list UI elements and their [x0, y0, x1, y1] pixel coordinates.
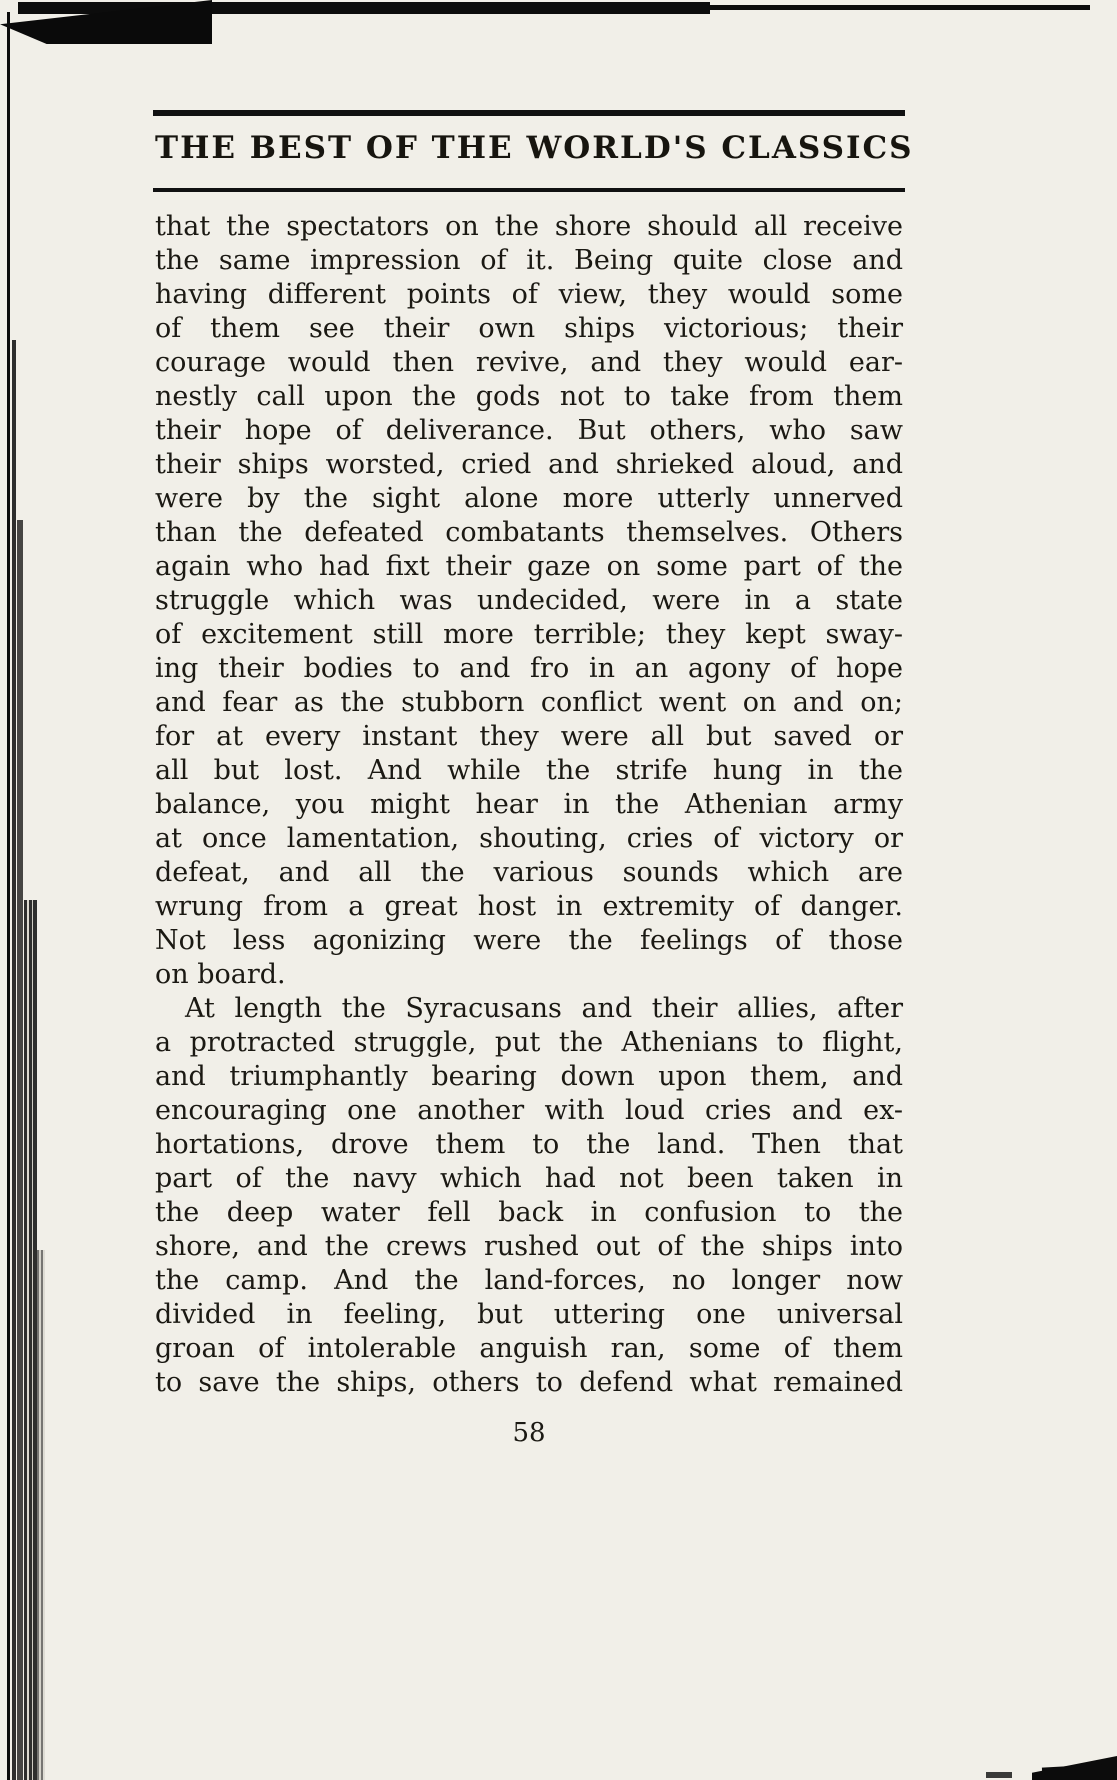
text-line: encouraging one another with loud cries and ex-	[155, 1095, 903, 1126]
text-line: the same impression of it. Being quite close and	[155, 245, 903, 276]
text-line: of them see their own ships victorious; their	[155, 313, 903, 344]
scan-artifact-left-streak	[12, 340, 16, 1780]
text-line: their ships worsted, cried and shrieked aloud, and	[155, 449, 903, 480]
scan-artifact-bottom-speck	[986, 1772, 1012, 1778]
header-rule-bottom	[153, 188, 905, 192]
text-line: all but lost. And while the strife hung in the	[155, 755, 903, 786]
text-line: part of the navy which had not been taken in	[155, 1163, 903, 1194]
text-line: Not less agonizing were the feelings of those	[155, 925, 903, 956]
text-line: of excitement still more terrible; they kept sway-	[155, 619, 903, 650]
text-line: and fear as the stubborn conflict went on and on;	[155, 687, 903, 718]
scan-artifact-top-line	[700, 5, 1090, 10]
body-text	[155, 210, 903, 1400]
paragraph	[155, 210, 903, 992]
text-line: the deep water fell back in confusion to the	[155, 1197, 903, 1228]
text-line: at once lamentation, shouting, cries of victory or	[155, 823, 903, 854]
text-line: nestly call upon the gods not to take from them	[155, 381, 903, 412]
text-line: courage would then revive, and they would ear-	[155, 347, 903, 378]
text-line: for at every instant they were all but saved or	[155, 721, 903, 752]
text-line: ing their bodies to and fro in an agony of hope	[155, 653, 903, 684]
text-line: than the defeated combatants themselves. Others	[155, 517, 903, 548]
scan-artifact-left-streak	[17, 520, 23, 1780]
text-line: a protracted struggle, put the Athenians to flight,	[155, 1027, 903, 1058]
text-line: balance, you might hear in the Athenian army	[155, 789, 903, 820]
scan-artifact-left-streaks	[24, 900, 37, 1780]
page-number: 58	[512, 1418, 546, 1448]
scan-artifact-left-edge	[7, 12, 10, 1780]
paragraph	[155, 992, 903, 1400]
text-line: again who had fixt their gaze on some part of the	[155, 551, 903, 582]
text-line: struggle which was undecided, were in a state	[155, 585, 903, 616]
text-line: defeat, and all the various sounds which are	[155, 857, 903, 888]
text-line: were by the sight alone more utterly unnerved	[155, 483, 903, 514]
text-line: to save the ships, others to defend what remained	[155, 1367, 903, 1398]
running-header: THE BEST OF THE WORLD'S CLASSICS	[155, 130, 914, 166]
text-line: having different points of view, they would some	[155, 279, 903, 310]
text-line: At length the Syracusans and their allies, after	[185, 993, 903, 1024]
text-line: the camp. And the land-forces, no longer now	[155, 1265, 903, 1296]
text-line: that the spectators on the shore should all receive	[155, 211, 903, 242]
text-line: shore, and the crews rushed out of the ships into	[155, 1231, 903, 1262]
text-line: hortations, drove them to the land. Then that	[155, 1129, 903, 1160]
text-line: and triumphantly bearing down upon them, and	[155, 1061, 903, 1092]
text-line: groan of intolerable anguish ran, some of them	[155, 1333, 903, 1364]
text-line: wrung from a great host in extremity of danger.	[155, 891, 903, 922]
header-rule-top	[153, 110, 905, 116]
text-line: their hope of deliverance. But others, who saw	[155, 415, 903, 446]
text-line: divided in feeling, but uttering one universal	[155, 1299, 903, 1330]
scan-artifact-left-streaks	[37, 1250, 45, 1780]
text-line: on board.	[155, 959, 286, 990]
